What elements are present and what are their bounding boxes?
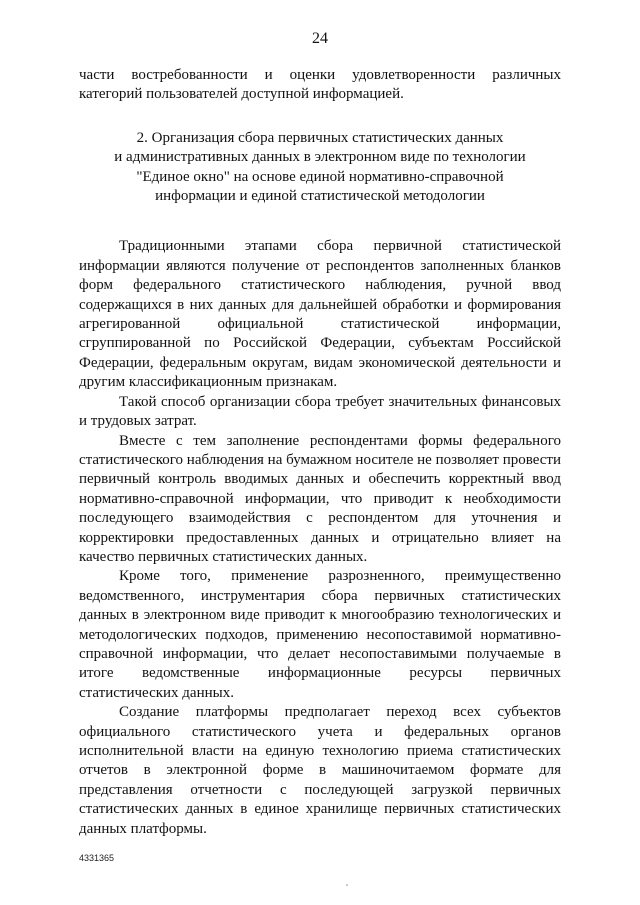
section-heading <box>79 129 561 207</box>
body-paragraph-4: Кроме того, применение разрозненного, преимущественно ведомственного, инструментария сбора первичных статистических данных в электронном виде приводит к многообразию технологических и методологических подходов, применению несопоставимой нормативно-справочной информации, что делает несопоставимыми получаемые в итоге ведомственные информационные ресурсы первичных статистических данных. <box>79 568 561 701</box>
section-heading-line-1: 2. Организация сбора первичных статистических данных <box>136 129 504 146</box>
body-paragraph-2: Такой способ организации сбора требует значительных финансовых и трудовых затрат. <box>79 393 561 430</box>
body-paragraph-5: Создание платформы предполагает переход всех субъектов официального статистического учета и федеральных органов исполнительной власти на единую технологию приема статистических отчетов в электронной форме в машиночитаемом формате для представления отчетности с последующей загрузкой первичных статистических данных в единое хранилище первичных статистических данных платформы. <box>79 704 561 837</box>
section-heading-line-2: и административных данных в электронном виде по технологии <box>114 149 526 166</box>
section-heading-line-4: информации и единой статистической методологии <box>155 188 485 205</box>
scan-dot-mark <box>346 884 348 886</box>
document-code: 4331365 <box>79 853 115 863</box>
page-number: 24 <box>312 30 328 47</box>
body-paragraph-3: Вместе с тем заполнение респондентами формы федерального статистического наблюдения на бумажном носителе не позволяет провести первичный контроль вводимых данных и обеспечить корректный ввод нормативно-справочной информации, что приводит к необходимости последующего взаимодействия с респондентом для уточнения и корректировки предоставленных данных и отрицательно влияет на качество первичных статистических данных. <box>79 432 561 565</box>
page-content <box>79 66 561 839</box>
intro-paragraph: части востребованности и оценки удовлетворенности различных категорий пользователей доступной информацией. <box>79 67 561 103</box>
section-heading-line-3: "Единое окно" на основе единой нормативно-справочной <box>136 168 504 185</box>
body-paragraph-1: Традиционными этапами сбора первичной статистической информации являются получение от респондентов заполненных бланков форм федерального статистического наблюдения, ручной ввод содержащихся в них данных для дальнейшей обработки и формирования агрегированной официальной статистической информации, сгруппированной по Российской Федерации, субъектам Российской Федерации, федеральным округам, видам экономической деятельности и другим классификационным признакам. <box>79 238 561 391</box>
